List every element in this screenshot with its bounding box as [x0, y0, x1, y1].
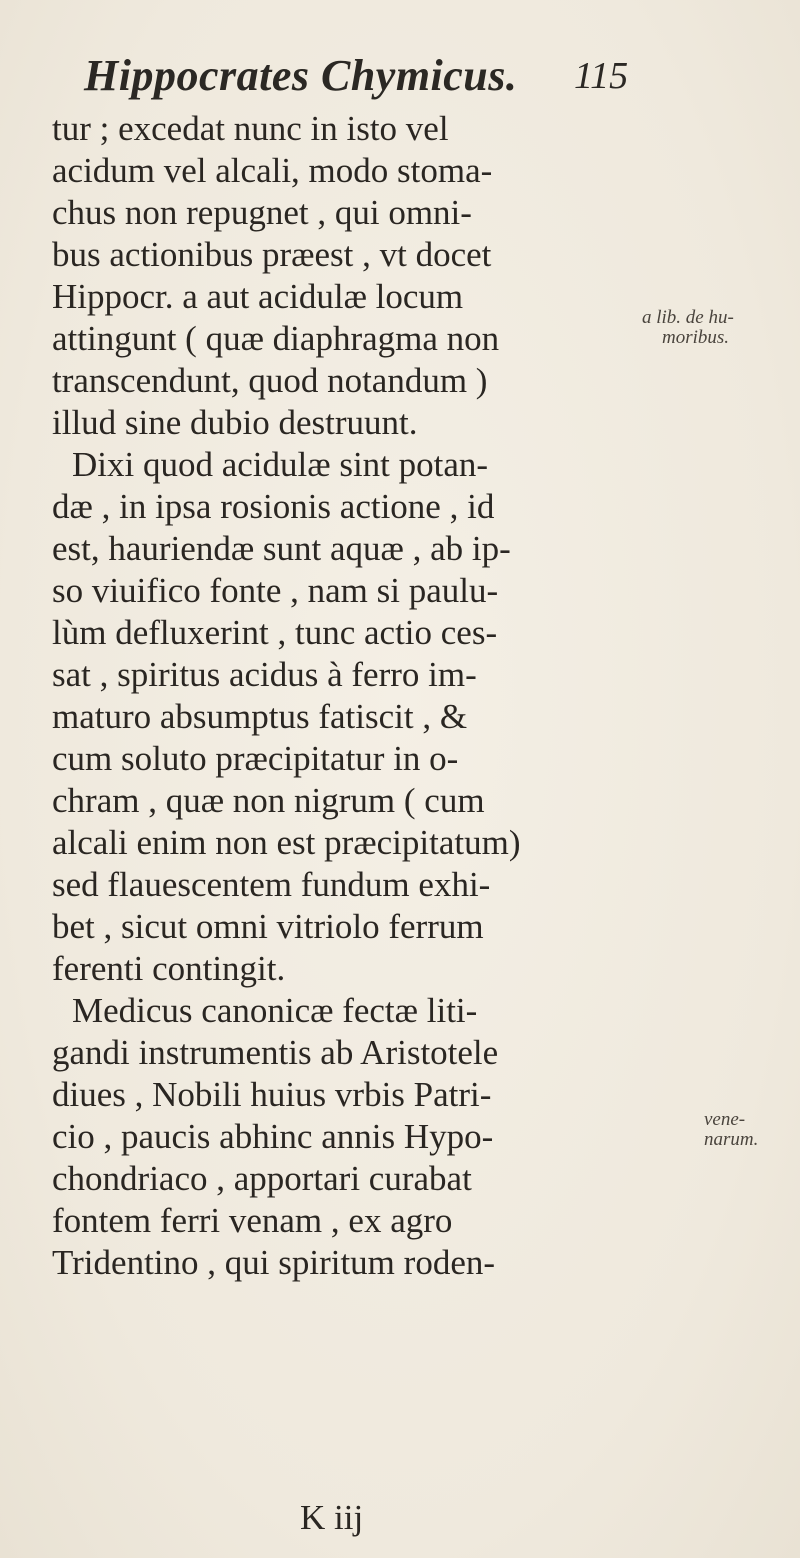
page-number: 115 — [574, 55, 629, 97]
text-line: Dixi quod acidulæ sint potan- — [72, 445, 489, 484]
body-text — [52, 108, 612, 1284]
text-line: cio , paucis abhinc annis Hypo- — [52, 1117, 494, 1156]
text-line: est, hauriendæ sunt aquæ , ab ip- — [52, 529, 511, 568]
margin-note-reference — [642, 308, 734, 348]
text-line: sed flauescentem fundum exhi- — [52, 865, 491, 904]
text-line: transcendunt, quod notandum ) — [52, 361, 488, 400]
text-line: bus actionibus præest , vt docet — [52, 235, 492, 274]
running-title: Hippocrates Chymicus. — [84, 51, 518, 100]
text-line: Medicus canonicæ fectæ liti- — [72, 991, 478, 1030]
text-line: ferenti contingit. — [52, 949, 286, 988]
signature-mark: K iij — [300, 1498, 364, 1537]
margin-note-line: a lib. de hu- — [642, 307, 734, 328]
text-line: sat , spiritus acidus à ferro im- — [52, 655, 477, 694]
text-line: so viuifico fonte , nam si paulu- — [52, 571, 499, 610]
text-line: lùm defluxerint , tunc actio ces- — [52, 613, 498, 652]
running-head — [84, 50, 629, 110]
margin-note-line: narum. — [704, 1129, 759, 1150]
text-line: chondriaco , apportari curabat — [52, 1159, 472, 1198]
text-line: tur ; excedat nunc in isto vel — [52, 109, 449, 148]
text-line: illud sine dubio destruunt. — [52, 403, 418, 442]
text-line: dæ , in ipsa rosionis actione , id — [52, 487, 495, 526]
margin-note-line: vene- — [704, 1109, 746, 1130]
text-line: diues , Nobili huius vrbis Patri- — [52, 1075, 492, 1114]
text-line: attingunt ( quæ diaphragma non — [52, 319, 500, 358]
text-line: acidum vel alcali, modo stoma- — [52, 151, 493, 190]
text-line: Hippocr. a aut acidulæ locum — [52, 277, 464, 316]
text-line: chram , quæ non nigrum ( cum — [52, 781, 485, 820]
margin-note-line: moribus. — [662, 327, 730, 348]
text-line: fontem ferri venam , ex agro — [52, 1201, 453, 1240]
text-line: bet , sicut omni vitriolo ferrum — [52, 907, 484, 946]
text-line: cum soluto præcipitatur in o- — [52, 739, 459, 778]
margin-note-reference — [704, 1110, 758, 1150]
text-line: gandi instrumentis ab Aristotele — [52, 1033, 499, 1072]
text-line: chus non repugnet , qui omni- — [52, 193, 472, 232]
text-line: alcali enim non est præcipitatum) — [52, 823, 521, 862]
text-line: Tridentino , qui spiritum roden- — [52, 1243, 496, 1282]
text-line: maturo absumptus fatiscit , & — [52, 697, 468, 736]
